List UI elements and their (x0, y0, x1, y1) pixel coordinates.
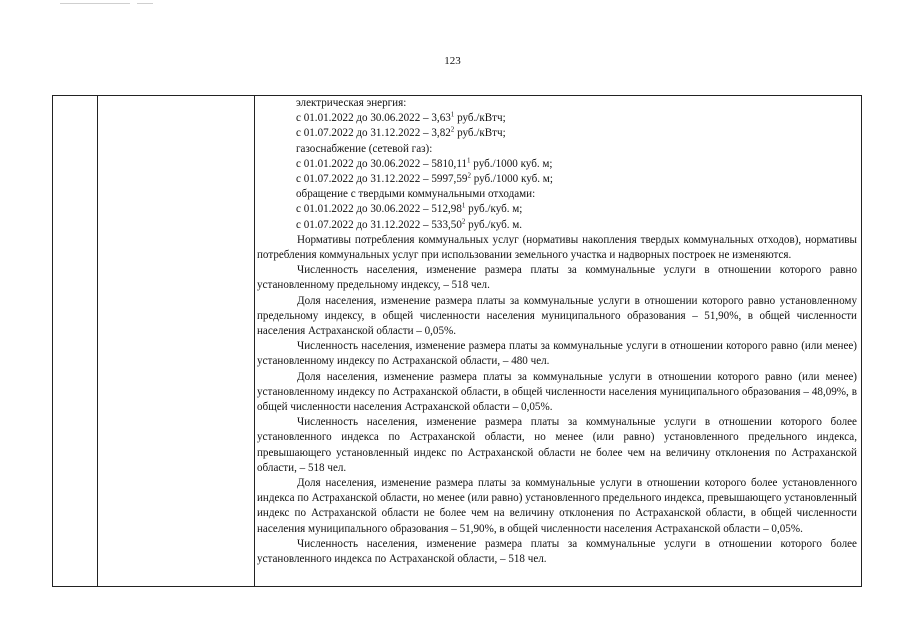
tariff-line: с 01.01.2022 до 30.06.2022 – 512,98$^1$ руб./куб. м; (296, 201, 523, 216)
scan-mark (60, 3, 130, 4)
paragraph-share-deviation: Доля населения, изменение размера платы за коммунальные услуги в отношении которого более установленного индекса по Астраханской области, но менее (или равно) установленного предельного индекса, превышающего установленный индекс по Астраханской области не более чем на величину отклонения по Астраханской области, в общей численности населения муниципального образования – 51,90%, в общей численности населения Астраханской области – 0,05%. (257, 477, 857, 535)
tariff-line: с 01.07.2022 до 31.12.2022 – 533,50$^2$ руб./куб. м. (296, 216, 523, 231)
tariff-title-electricity: электрическая энергия: (296, 97, 407, 109)
page-number: 123 (444, 55, 461, 67)
paragraph-share-max-index: Доля населения, изменение размера платы за коммунальные услуги в отношении которого равно установленному предельному индексу, в общей численности населения муниципального образования – 51,90%, в общей численности населения Астраханской области – 0,05%. (257, 294, 857, 338)
tariff-title-waste: обращение с твердыми коммунальными отходами: (296, 188, 536, 201)
tariff-line: с 01.01.2022 до 30.06.2022 – 5810,11$^1$ руб./1000 куб. м; (296, 156, 553, 170)
tariff-title-gas: газоснабжение (сетевой газ): (296, 142, 433, 155)
column-divider (97, 96, 98, 586)
column-divider (254, 96, 255, 586)
footnote-mark: 1 (461, 201, 466, 210)
footnote-mark: 1 (467, 156, 471, 165)
tariff-line: с 01.07.2022 до 31.12.2022 – 3,82$^2$ руб./кВтч; (296, 125, 506, 140)
footnote-mark: 2 (461, 216, 466, 225)
footnote-mark: 1 (450, 110, 455, 119)
paragraph-population-regional-index: Численность населения, изменение размера платы за коммунальные услуги в отношении которого равно (или менее) установленному индексу по Астраханской области, – 480 чел. (257, 340, 857, 368)
paragraph-population-max-index: Численность населения, изменение размера платы за коммунальные услуги в отношении которого равно установленному предельному индексу, – 518 чел. (257, 264, 857, 292)
footnote-mark: 2 (467, 171, 471, 180)
paragraph-share-regional-index: Доля населения, изменение размера платы за коммунальные услуги в отношении которого равно (или менее) установленному индексу по Астраханской области, в общей численности населения муниципального образования – 48,09%, в общей численности населения Астраханской области – 0,05%. (257, 370, 857, 414)
paragraph-norms: Нормативы потребления коммунальных услуг (нормативы накопления твердых коммунальных отходов), нормативы потребления коммунальных услуг при использовании земельного участка и надворных построек не изменяются. (257, 233, 857, 262)
footnote-mark: 2 (450, 125, 455, 134)
scan-mark (137, 3, 153, 4)
paragraph-population-deviation: Численность населения, изменение размера платы за коммунальные услуги в отношении которого более установленного индекса по Астраханской области, но менее (или равно) установленного предельного индекса, превышающего установленный индекс по Астраханской области не более чем на величину отклонения по Астраханской области, – 518 чел. (257, 416, 857, 474)
document-table (52, 95, 862, 587)
tariff-line: с 01.01.2022 до 30.06.2022 – 3,63$^1$ руб./кВтч; (296, 110, 506, 125)
tariff-line: с 01.07.2022 до 31.12.2022 – 5997,59$^2$ руб./1000 куб. м; (296, 171, 553, 186)
paragraph-population-above-index: Численность населения, изменение размера платы за коммунальные услуги в отношении которого более установленного индекса по Астраханской области, – 518 чел. (257, 537, 857, 566)
table-content-cell (257, 96, 857, 567)
